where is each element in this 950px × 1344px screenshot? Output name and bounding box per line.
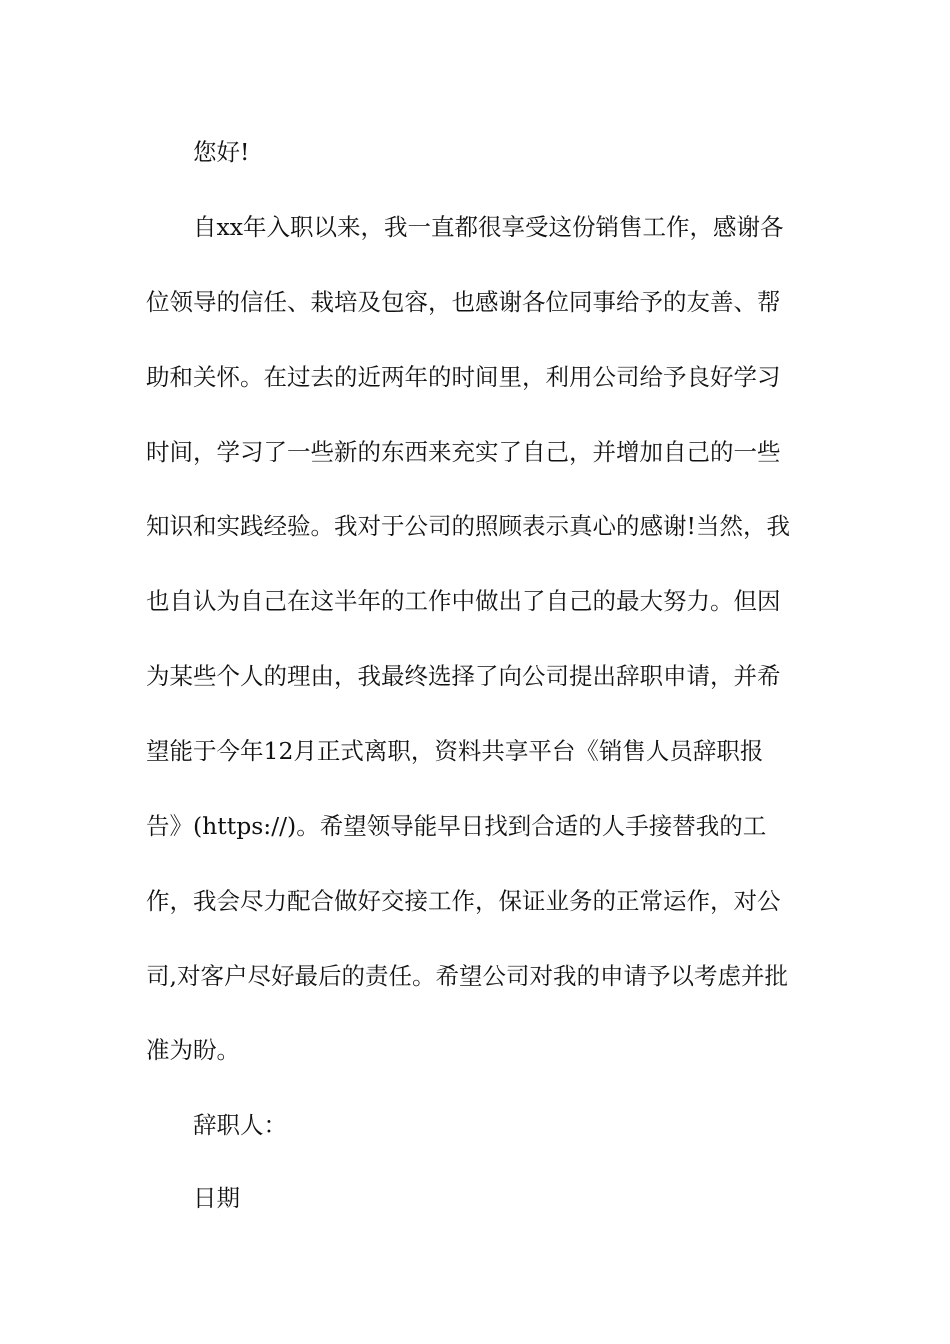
signature-label: 辞职人： bbox=[193, 1111, 287, 1139]
body-line: 准为盼。 bbox=[146, 1036, 240, 1064]
body-line: 知识和实践经验。我对于公司的照顾表示真心的感谢!当然，我 bbox=[146, 512, 790, 540]
greeting: 您好! bbox=[193, 138, 250, 166]
body-line: 为某些个人的理由，我最终选择了向公司提出辞职申请，并希 bbox=[146, 662, 781, 690]
body-line: 也自认为自己在这半年的工作中做出了自己的最大努力。但因 bbox=[146, 587, 781, 615]
body-line: 时间，学习了一些新的东西来充实了自己，并增加自己的一些 bbox=[146, 438, 781, 466]
body-line: 位领导的信任、栽培及包容，也感谢各位同事给予的友善、帮 bbox=[146, 288, 781, 316]
body-line: 自xx年入职以来，我一直都很享受这份销售工作，感谢各 bbox=[193, 213, 784, 241]
body-line: 作，我会尽力配合做好交接工作，保证业务的正常运作，对公 bbox=[146, 887, 781, 915]
body-line: 望能于今年12月正式离职，资料共享平台《销售人员辞职报 bbox=[146, 737, 764, 765]
body-line: 告》(https://)。希望领导能早日找到合适的人手接替我的工 bbox=[146, 812, 767, 840]
body-line: 助和关怀。在过去的近两年的时间里，利用公司给予良好学习 bbox=[146, 363, 781, 391]
date-label: 日期 bbox=[193, 1184, 240, 1212]
body-line: 司,对客户尽好最后的责任。希望公司对我的申请予以考虑并批 bbox=[146, 962, 788, 990]
